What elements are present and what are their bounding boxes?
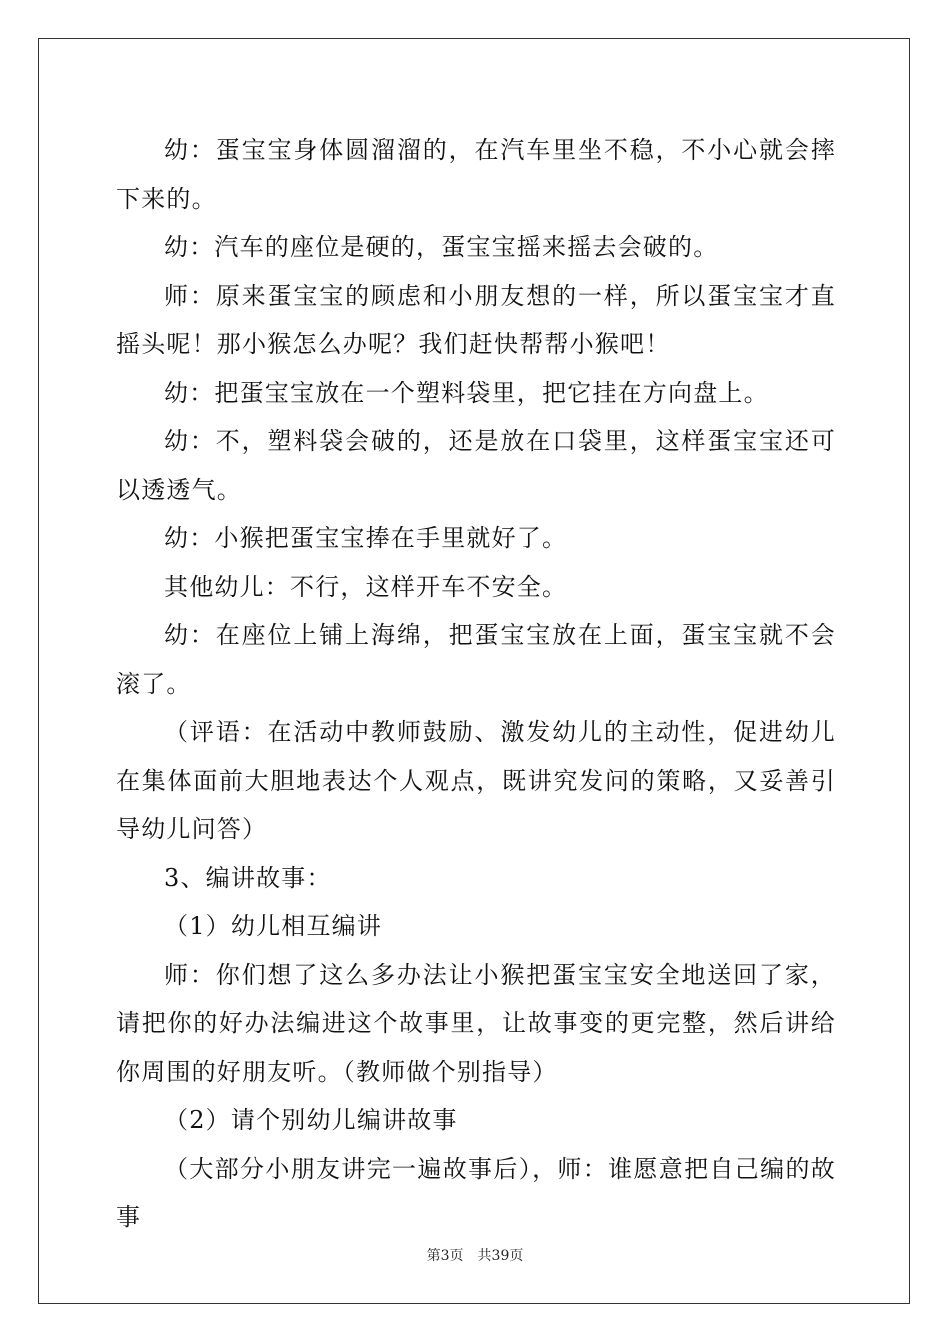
paragraph: （大部分小朋友讲完一遍故事后），师：谁愿意把自己编的故事 [116, 1154, 836, 1231]
paragraph: 幼：不，塑料袋会破的，还是放在口袋里，这样蛋宝宝还可以透透气。 [116, 427, 836, 504]
paragraph: （2）请个别幼儿编讲故事 [164, 1106, 458, 1134]
paragraph: （1）幼儿相互编讲 [164, 912, 383, 940]
paragraph: 幼：在座位上铺上海绵，把蛋宝宝放在上面，蛋宝宝就不会滚了。 [116, 621, 836, 698]
paragraph: 师：你们想了这么多办法让小猴把蛋宝宝安全地送回了家，请把你的好办法编进这个故事里，让故事变的更完整，然后讲给你周围的好朋友听。（教师做个别指导） [116, 960, 836, 1086]
paragraph: 幼：把蛋宝宝放在一个塑料袋里，把它挂在方向盘上。 [164, 378, 769, 407]
document-body [116, 126, 836, 1242]
paragraph: 师：原来蛋宝宝的顾虑和小朋友想的一样，所以蛋宝宝才直摇头呢！那小猴怎么办呢？我们赶快帮帮小猴吧！ [116, 281, 836, 358]
paragraph: 幼：汽车的座位是硬的，蛋宝宝摇来摇去会破的。 [164, 233, 719, 261]
paragraph: 幼：蛋宝宝身体圆溜溜的，在汽车里坐不稳，不小心就会摔下来的。 [116, 136, 836, 213]
paragraph: 其他幼儿：不行，这样开车不安全。 [164, 572, 568, 601]
paragraph: （评语：在活动中教师鼓励、激发幼儿的主动性，促进幼儿在集体面前大胆地表达个人观点，既讲究发问的策略，又妥善引导幼儿问答） [116, 718, 836, 843]
paragraph: 幼：小猴把蛋宝宝捧在手里就好了。 [164, 524, 568, 552]
page-number-footer: 第3页 共39页 [426, 1248, 524, 1264]
paragraph: 3、编讲故事： [164, 863, 332, 892]
